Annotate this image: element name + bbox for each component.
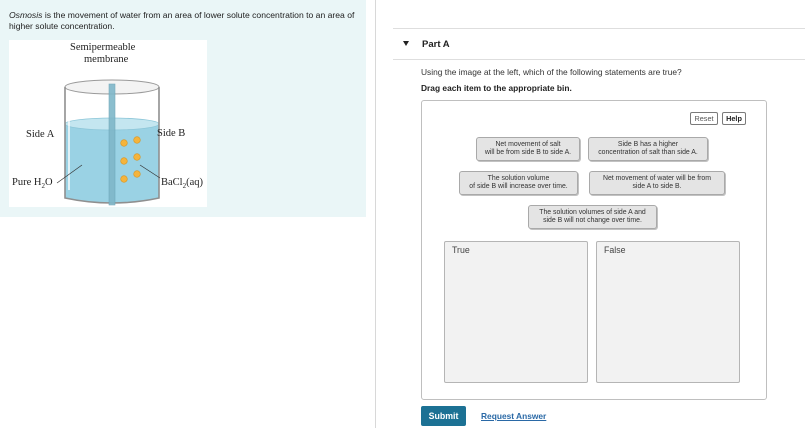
item-line: side A to side B. bbox=[632, 183, 682, 190]
pure-water-label bbox=[12, 177, 53, 190]
true-bin-label: True bbox=[452, 245, 470, 255]
side-a-label: Side A bbox=[26, 129, 55, 140]
item-line: side B will not change over time. bbox=[543, 217, 642, 224]
submit-button[interactable]: Submit bbox=[421, 406, 466, 426]
draggable-item[interactable] bbox=[476, 137, 580, 161]
part-title: Part A bbox=[422, 39, 450, 50]
side-b-label: Side B bbox=[157, 128, 186, 139]
item-line: The solution volumes of side A and bbox=[539, 208, 646, 216]
osmosis-figure bbox=[9, 40, 207, 207]
true-bin[interactable] bbox=[444, 241, 588, 383]
request-answer-link[interactable]: Request Answer bbox=[481, 411, 547, 421]
membrane-label-line2 bbox=[84, 54, 128, 65]
item-text bbox=[598, 141, 698, 157]
membrane-label-1: Semipermeable bbox=[70, 42, 136, 53]
intro-term: Osmosis bbox=[9, 10, 43, 20]
drag-drop-area bbox=[421, 100, 767, 400]
draggable-item[interactable] bbox=[528, 205, 657, 229]
solution-end: (aq) bbox=[186, 177, 203, 188]
draggable-item[interactable] bbox=[589, 171, 725, 195]
solution-sub: 2 bbox=[182, 182, 187, 191]
item-line: Side B has a higher bbox=[617, 140, 679, 148]
membrane-label bbox=[70, 42, 135, 53]
pure-water-end: O bbox=[44, 177, 53, 188]
item-text bbox=[603, 175, 711, 191]
item-line: will be from side B to side A. bbox=[484, 149, 572, 156]
draggable-item[interactable] bbox=[588, 137, 708, 161]
particle bbox=[134, 137, 141, 144]
false-bin[interactable] bbox=[596, 241, 740, 383]
membrane-label-2: membrane bbox=[84, 54, 129, 65]
solution-label bbox=[161, 177, 203, 190]
item-line: The solution volume bbox=[487, 174, 550, 182]
item-line: concentration of salt than side A. bbox=[598, 149, 698, 156]
question-text: Using the image at the left, which of the following statements are true? bbox=[421, 67, 682, 77]
collapse-caret-icon[interactable] bbox=[403, 41, 409, 46]
intro-text bbox=[9, 10, 361, 31]
particle bbox=[121, 176, 128, 183]
membrane bbox=[109, 84, 115, 205]
pure-water-sub: 2 bbox=[41, 182, 45, 191]
draggable-item[interactable] bbox=[459, 171, 578, 195]
part-a-header[interactable] bbox=[393, 28, 805, 60]
info-panel bbox=[0, 0, 366, 217]
item-line: Net movement of salt bbox=[495, 140, 561, 148]
intro-body: is the movement of water from an area of lower solute concentration to an area of higher solute concentration. bbox=[9, 10, 355, 31]
item-text bbox=[539, 209, 646, 225]
help-button[interactable]: Help bbox=[722, 112, 746, 125]
particle bbox=[134, 154, 141, 161]
item-text bbox=[469, 175, 567, 191]
particle bbox=[134, 171, 141, 178]
particle bbox=[121, 140, 128, 147]
particle bbox=[121, 158, 128, 165]
item-text bbox=[485, 141, 571, 157]
false-bin-label: False bbox=[604, 245, 626, 255]
instruction-text: Drag each item to the appropriate bin. bbox=[421, 83, 572, 93]
reset-button[interactable]: Reset bbox=[690, 112, 718, 125]
panel-divider bbox=[375, 0, 376, 428]
solution-text: BaCl bbox=[161, 177, 183, 188]
item-line: Net movement of water will be from bbox=[603, 174, 711, 182]
pure-water-text: Pure H bbox=[12, 177, 42, 188]
item-line: of side B will increase over time. bbox=[469, 183, 568, 190]
